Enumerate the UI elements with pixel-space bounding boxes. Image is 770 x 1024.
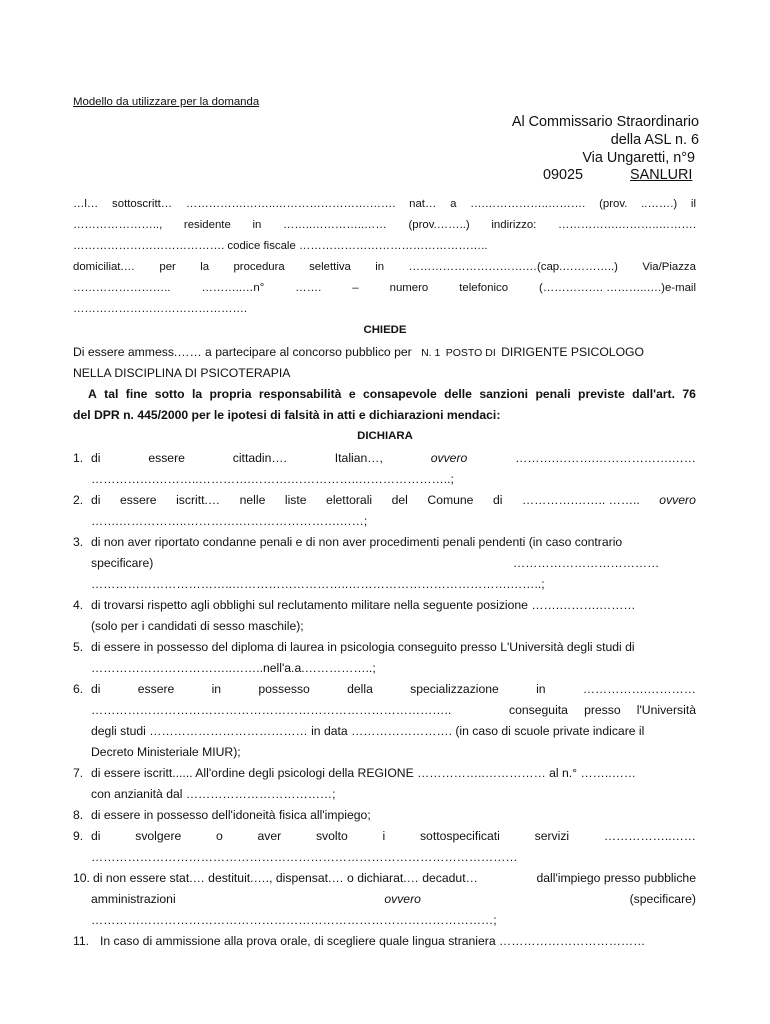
item-word: ovvero bbox=[430, 451, 468, 465]
item-word: Comune bbox=[427, 493, 474, 507]
item-word: di bbox=[91, 451, 101, 465]
item-word: svolto bbox=[315, 829, 348, 843]
item-word: ovvero bbox=[384, 892, 421, 906]
item-word: Italian…, bbox=[334, 451, 383, 465]
item-1-line-2: …………….………..………….……….……………..…………………..; bbox=[91, 472, 454, 486]
item-9-line-1 bbox=[91, 829, 696, 843]
chiede-line-2: NELLA DISCIPLINA DI PSICOTERAPIA bbox=[73, 366, 291, 380]
bold-word: tal bbox=[104, 387, 119, 401]
item-word: di bbox=[91, 682, 101, 696]
item-number: 6. bbox=[73, 682, 84, 696]
item-word: della bbox=[347, 682, 373, 696]
recipient-cap: 09025 bbox=[543, 167, 584, 183]
item-11-line-1: In caso di ammissione alla prova orale, di scegliere quale lingua straniera ……………………………… bbox=[100, 934, 646, 948]
intro-word: sottoscritt… bbox=[112, 198, 173, 210]
intro-line-5 bbox=[73, 282, 696, 294]
bold-word: responsabilità bbox=[258, 387, 342, 401]
bold-word: sotto bbox=[154, 387, 185, 401]
item-1-line-1 bbox=[91, 451, 696, 465]
intro-line-4 bbox=[73, 261, 696, 273]
intro-word: indirizzo: bbox=[491, 219, 537, 231]
item-10-line-3: ………………………………………………………………………………………; bbox=[91, 913, 497, 927]
intro-word: ……. bbox=[295, 282, 322, 294]
item-3-line-1: di non aver riportato condanne penali e di non aver procedimenti penali pendenti (in caso contrario bbox=[91, 535, 623, 549]
item-number: 4. bbox=[73, 598, 84, 612]
intro-word: ………..…n° bbox=[201, 282, 265, 294]
item-word: di bbox=[91, 493, 101, 507]
item-word: di bbox=[492, 493, 503, 507]
intro-word: domiciliat.… bbox=[73, 261, 136, 273]
intro-word: a bbox=[450, 198, 457, 210]
item-word: essere bbox=[148, 451, 185, 465]
intro-word: in bbox=[375, 261, 385, 273]
phone-email-blank: (……………. ………..….)e-mail bbox=[539, 282, 696, 294]
declaration-bold-line-1 bbox=[88, 387, 696, 401]
chiede-line-1 bbox=[73, 345, 644, 359]
item-word: svolgere bbox=[135, 829, 182, 843]
intro-line-6: ………………………………………. bbox=[73, 303, 248, 315]
item-word: ovvero bbox=[659, 493, 696, 507]
item-word: (specificare) bbox=[629, 892, 696, 906]
post-title: DIRIGENTE PSICOLOGO bbox=[501, 345, 645, 359]
item-6-line-2a: …………………………………………………………………………….. bbox=[91, 703, 452, 717]
residence-blank: ……..…………..…… bbox=[283, 219, 387, 231]
item-number: 11. bbox=[73, 934, 90, 948]
services-blank: ……………..…… bbox=[603, 829, 696, 843]
bold-word: 76 bbox=[682, 387, 696, 401]
item-7-line-1: di essere iscritt...... All'ordine degli psicologi della REGIONE ……………..…………… al n.° ……..…… bbox=[91, 766, 636, 780]
intro-word: (prov. bbox=[599, 198, 628, 210]
item-word: presso bbox=[584, 703, 621, 717]
bold-word: dall'art. bbox=[632, 387, 675, 401]
item-word: del bbox=[391, 493, 408, 507]
intro-line-2 bbox=[73, 219, 696, 231]
chiede-heading: CHIEDE bbox=[363, 324, 407, 336]
item-5-line-1: di essere in possesso del diploma di laurea in psicologia conseguito presso L'Università degli studi di bbox=[91, 640, 635, 654]
item-word: cittadin…. bbox=[232, 451, 287, 465]
recipient-line-2: della ASL n. 6 bbox=[610, 132, 699, 148]
intro-word: Via/Piazza bbox=[642, 261, 696, 273]
address-blank: …………….………..………. bbox=[558, 219, 696, 231]
item-3-line-3: ……………………………..………………………..………………………………….……..; bbox=[91, 577, 545, 591]
bold-word: fine bbox=[125, 387, 148, 401]
item-6-line-4: Decreto Ministeriale MIUR); bbox=[91, 745, 241, 759]
municipality-blank: ………….…….. …….. bbox=[521, 493, 640, 507]
birthdate-blank: ………………….., bbox=[73, 219, 163, 231]
intro-line-1 bbox=[73, 198, 696, 210]
bold-word: e bbox=[348, 387, 356, 401]
item-number: 7. bbox=[73, 766, 84, 780]
name-blank: …………….……..…………………….……. bbox=[185, 198, 396, 210]
item-9-line-2: …………………………………………………………………………………………… bbox=[91, 850, 518, 864]
intro-word: ..…….) bbox=[641, 198, 678, 210]
item-number: 2. bbox=[73, 493, 84, 507]
item-number: 8. bbox=[73, 808, 84, 822]
recipient-city: SANLURI bbox=[630, 167, 693, 183]
bold-word: propria bbox=[209, 387, 252, 401]
bold-word: la bbox=[191, 387, 203, 401]
intro-word: in bbox=[252, 219, 262, 231]
bold-word: consapevole bbox=[362, 387, 437, 401]
birthplace-blank: ….……………..………. bbox=[470, 198, 586, 210]
item-6-line-2b bbox=[509, 703, 696, 717]
item-3-line-2a: specificare) bbox=[91, 556, 154, 570]
item-5-line-2: ……………………………..……..nell'a.a.……………..; bbox=[91, 661, 376, 675]
bold-word: penali bbox=[535, 387, 571, 401]
item-2-line-2: …….……………..………….…………………….……; bbox=[91, 514, 368, 528]
item-word: o bbox=[216, 829, 223, 843]
item-number: 5. bbox=[73, 640, 84, 654]
model-title: Modello da utilizzare per la domanda bbox=[73, 96, 260, 108]
intro-word: telefonico bbox=[459, 282, 509, 294]
item-word: specializzazione bbox=[410, 682, 499, 696]
item-4-line-1: di trovarsi rispetto agli obblighi sul reclutamento militare nella seguente posizione …….……….……… bbox=[91, 598, 636, 612]
item-word: essere bbox=[137, 682, 175, 696]
item-text: dall'impiego presso pubbliche bbox=[536, 871, 696, 885]
item-10-line-1 bbox=[93, 871, 696, 885]
specialization-blank: …………….………… bbox=[582, 682, 696, 696]
item-word: aver bbox=[257, 829, 282, 843]
item-word: sottospecificati bbox=[419, 829, 500, 843]
post-count: N. 1 bbox=[421, 347, 441, 359]
post-word: POSTO DI bbox=[445, 347, 496, 359]
intro-word: il bbox=[690, 198, 696, 210]
item-2-line-1 bbox=[91, 493, 696, 507]
item-number: 1. bbox=[73, 451, 84, 465]
item-word: elettorali bbox=[326, 493, 373, 507]
item-word: iscritt.… bbox=[176, 493, 221, 507]
street-blank: …………………….. bbox=[73, 282, 171, 294]
intro-word: nat… bbox=[409, 198, 437, 210]
item-text: di non essere stat.… destituit.…., dispensat.… o dichiarat.… decadut… bbox=[93, 871, 478, 885]
item-8-line-1: di essere in possesso dell'idoneità fisica all'impiego; bbox=[91, 808, 371, 822]
item-number: 9. bbox=[73, 829, 84, 843]
intro-word: selettiva bbox=[309, 261, 351, 273]
item-word: l'Università bbox=[636, 703, 696, 717]
item-4-line-2: (solo per i candidati di sesso maschile); bbox=[91, 619, 304, 633]
intro-word: …l… bbox=[73, 198, 99, 210]
item-word: nelle bbox=[239, 493, 266, 507]
intro-word: la bbox=[200, 261, 210, 273]
citizenship-blank: ……….……….……………….…… bbox=[515, 451, 696, 465]
recipient-line-1: Al Commissario Straordinario bbox=[511, 114, 699, 130]
item-word: conseguita bbox=[509, 703, 568, 717]
intro-word: procedura bbox=[233, 261, 285, 273]
bold-word: delle bbox=[444, 387, 472, 401]
item-word: in bbox=[536, 682, 546, 696]
intro-word: per bbox=[159, 261, 176, 273]
item-word: di bbox=[91, 829, 101, 843]
bold-word: sanzioni bbox=[479, 387, 529, 401]
item-word: in bbox=[211, 682, 222, 696]
domicile-blank: ………………………….…(cap.…………..) bbox=[408, 261, 618, 273]
item-6-line-1 bbox=[91, 682, 696, 696]
bold-word: previste bbox=[578, 387, 625, 401]
item-10-line-2 bbox=[91, 892, 696, 906]
declaration-bold-line-2: del DPR n. 445/2000 per le ipotesi di falsità in atti e dichiarazioni mendaci: bbox=[73, 408, 501, 422]
item-number: 3. bbox=[73, 535, 84, 549]
intro-word: – bbox=[352, 282, 359, 294]
item-3-line-2b: ……………………………… bbox=[513, 556, 660, 570]
recipient-line-3: Via Ungaretti, n°9 bbox=[582, 150, 695, 166]
intro-line-3: …………………………………. codice fiscale ………………………………………….. bbox=[73, 240, 488, 252]
item-word: servizi bbox=[534, 829, 570, 843]
intro-word: residente bbox=[183, 219, 231, 231]
item-word: essere bbox=[120, 493, 157, 507]
item-number: 10. bbox=[73, 871, 90, 885]
item-6-line-3: degli studi ………………………………… in data ……………………. (in caso di scuole private indicare il bbox=[91, 724, 645, 738]
item-word: liste bbox=[284, 493, 307, 507]
bold-word: A bbox=[88, 387, 97, 401]
item-word: amministrazioni bbox=[91, 892, 176, 906]
item-word: i bbox=[382, 829, 386, 843]
intro-word: numero bbox=[389, 282, 429, 294]
item-word: possesso bbox=[258, 682, 310, 696]
intro-word: (prov.……..) bbox=[408, 219, 470, 231]
chiede-text: Di essere ammess.…… a partecipare al concorso pubblico per bbox=[73, 345, 412, 359]
item-7-line-2: con anzianità dal ………………………………; bbox=[91, 787, 336, 801]
dichiara-heading: DICHIARA bbox=[357, 430, 413, 442]
